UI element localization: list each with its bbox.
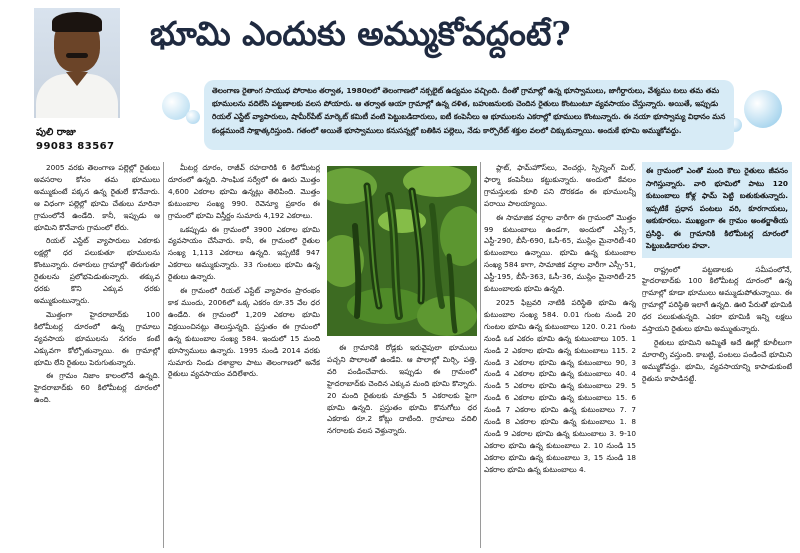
column-divider (163, 162, 164, 548)
paragraph: 2025 ఫిబ్రవరి నాటికి పరిస్థితి భూమి ఉన్న కుటుంబాల సంఖ్య 584. 0.01 గుంట నుండి 20 గుంటల భూమి ఉన్న కుటుంబాలు 120. 0.21 గుంట నుండి ఒక ఎకరం భూమి ఉన్న కుటుంబాలు 105. 1 నుండి 2 ఎకరాల భూమి ఉన్న కుటుంబాలు 115. 2 నుండి 3 ఎకరాల భూమి ఉన్న కుటుంబాలు 90, 3 నుండి 4 ఎకరాల భూమి ఉన్న కుటుంబాలు 40. 4 నుండి 5 ఎకరాల భూమి ఉన్న కుటుంబాలు 29. 5 నుండి 6 ఎకరాల భూమి ఉన్న కుటుంబాలు 15. 6 నుండి 7 ఎకరాల భూమి ఉన్న కుటుంబాలు 7. 7 నుండి 8 ఎకరాల భూమి ఉన్న కుటుంబాలు 1. 8 నుండి 9 ఎకరాల భూమి ఉన్న కుటుంబాలు 3. 9-10 ఎకరాల భూమి ఉన్న కుటుంబాలు 2. 10 నుండి 15 ఎకరాల భూమి ఉన్న కుటుంబాలు 3, 15 నుండి 18 ఎకరాల భూమి ఉన్న కుటుంబాలు 4. (484, 297, 636, 474)
article-column-2 (168, 162, 320, 548)
paragraph: ఈ గ్రామం నిజాం కాలంలోనే ఉన్నది. హైదరాబాద్‌కు 60 కిలోమీటర్ల దూరంలో ఉంది. (34, 371, 160, 405)
article-column-3 (327, 342, 477, 548)
article-column-5 (642, 162, 792, 548)
article-headline: భూమి ఎందుకు అమ్ముకోవద్దంటే? (150, 14, 571, 53)
paragraph: ఒకప్పుడు ఈ గ్రామంలో 3900 ఎకరాల భూమి వ్యవసాయం చేసేవారు. కానీ, ఈ గ్రామంలో రైతుల సంఖ్య 1,113 ఎకరాలు ఉన్నది. ఇప్పటికే 947 ఎకరాలు అమ్ముకున్నారు. 33 గుంటలు భూమి ఉన్న రైతులు ఉన్నారు. (168, 224, 320, 282)
paragraph: ఈ గ్రామంలో రియల్ ఎస్టేట్ వ్యాపారం ప్రారంభం కాక ముందు, 2006లో ఒక్క ఎకరం రూ.35 వేల ధర ఉండేది. ఈ గ్రామంలో 1,209 ఎకరాల భూమి విక్రయించినట్లు తెలుస్తున్నది. ప్రస్తుతం ఈ గ్రామంలో ఉన్న కుటుంబాల సంఖ్య 584. ఇందులో 15 మంది భూస్వాములు ఉన్నారు. 1995 నుండి 2014 వరకు సుమారు నిండు దశాబ్దాల పాటు తెలంగాణలో అనేక రైతులు వ్యవసాయం వదిలేశారు. (168, 286, 320, 379)
author-name: పులి రాజు (36, 127, 76, 138)
article-column-4 (484, 162, 636, 548)
paragraph: మొత్తంగా హైదరాబాద్‌కు 100 కిలోమీటర్ల దూరంలో ఉన్న గ్రామాలు వ్యవసాయ భూములను నగరం కంటే ఎక్కువగా కోల్పోతున్నాయి. ఈ గ్రామాల్లో భూమి లేని రైతులు పెరుగుతున్నారు. (34, 309, 160, 367)
chilli-plant-photo (327, 166, 477, 336)
author-photo (34, 8, 120, 118)
decorative-bubble (744, 90, 782, 128)
article-intro: తెలంగాణ రైతాంగ సాయుధ పోరాటం తర్వాత, 1980లలో తెలంగాణలో నక్సలైట్ ఉద్యమం వచ్చింది. దీంతో గ్రామాల్లో ఉన్న భూస్వాములు, జాగీర్దారులు, వేశ్యము టలు తమ తమ భూములను వదిలేసి పట్టణాలకు వలస పోయారు. ఆ తర్వాత ఆయా గ్రామాల్లో ఉన్న దళిత, బహుజనులకు చెందిన రైతులు కొంటుంటూ వ్యవసాయం చేస్తున్నారు. అయితే, ఇప్పుడు రియల్ ఎస్టేట్ వ్యాపారులు, షామీర్‌పేట్ మార్కెట్ కమిటీ వంటి పెట్టుబడిదారులు, ఐటీ కంపెనీలు ఆ భూములను ఎకరాల్లో భూములు కొంటున్నారు. ఈ నయా భూస్వామ్య విధానం మన కండ్లముందే సాక్షాత్కరిస్తుంది. గతంలో అయితే భూస్వాములు కనుసన్నల్లో బతికిన పల్లెలు, నేడు కార్పొరేట్ శక్తుల వలలో చిక్కుకున్నాయి. అందుకే భూమి అమ్ముకోవద్దు. (204, 80, 734, 150)
paragraph: ఈ సామాజిక వర్గాల వారీగా ఈ గ్రామంలో మొత్తం 99 కుటుంబాలు ఉండగా, అందులో ఎస్సీ-5, ఎస్టీ-290, బీసీ-690, ఓసీ-65, ముస్లిం మైనారిటీ-40 కుటుంబాలు ఉన్నాయి. భూమి ఉన్న కుటుంబాల సంఖ్య 584 కాగా, సామాజిక వర్గాల వారీగా ఎస్సీ-51, ఎస్టీ-195, బీసీ-363, ఓసీ-36, ముస్లిం మైనారిటీ-25 కుటుంబాలకు భూమి ఉన్నది. (484, 212, 636, 294)
highlight-box (642, 162, 792, 258)
paragraph: ఈ గ్రామంలో ఎంతో మంది కౌలు రైతులు జీవనం సాగిస్తున్నారు. వారి భూమిలో పాటు 120 కుటుంబాలు కోళ్ల ఫామ్ పెట్టి బతుకుతున్నారు. ఇప్పటికే ప్రధాన పంటలు వరి, కూరగాయలు, ఆకుకూరలు. ముఖ్యంగా ఈ గ్రామం అంతర్జాతీయ ప్రసిద్ధి. ఈ గ్రామానికి కిలోమీటర్ల దూరంలో పెట్టుబడిదారుల హవా. (646, 166, 788, 250)
column-divider (480, 162, 481, 548)
paragraph: మీటర్ల దూరం, రాజీవ్ రహదారికి 6 కిలోమీటర్ల దూరంలో ఉన్నది. సాంఘిక సర్వేలో ఈ ఊరు మొత్తం 4,600 ఎకరాల భూమి ఉన్నట్లు తెలిపింది. మొత్తం కుటుంబాల సంఖ్య 990. రెవెన్యూ ప్రకారం ఈ గ్రామంలో భూమి విస్తీర్ణం సుమారు 4,192 ఎకరాలు. (168, 163, 320, 220)
decorative-bubble (186, 110, 200, 124)
paragraph: ప్లాట్, ఫామ్‌హౌస్‌లు, వెంచర్లు, స్పిన్నింగ్ మిల్, ఫార్మా కంపెనీలు కట్టుకున్నారు. అందులో కేవలం గ్రామస్తులకు కూలి పని దొరకడం ఈ భూములన్నీ పరాయి పాలయ్యాయి. (484, 163, 636, 208)
author-phone: 99083 83567 (36, 141, 115, 152)
paragraph: రియల్ ఎస్టేట్ వ్యాపారులు ఎకరాకు లక్షల్లో ధర పలుకుతూ భూములను కొంటున్నారు. దళారులు గ్రామాల్లో తిరుగుతూ రైతులను ప్రలోభపెడుతున్నారు. తక్కువ ధరకు కొని ఎక్కువ ధరకు అమ్ముకుంటున్నారు. (34, 236, 160, 305)
paragraph: రాష్ట్రంలో పట్టణాలకు సమీపంలోనే, హైదరాబాద్‌కు 100 కిలోమీటర్ల దూరంలో ఉన్న గ్రామాల్లో కూడా భూములు అమ్ముడుపోతున్నాయి. ఈ గ్రామాల్లో పరిస్థితి ఇలాగే ఉన్నది. ఊరి పేరుతో భూమికి ధర పలుకుతున్నది. ఎకరా భూమికి ఇన్ని లక్షలు వస్తాయని రైతులు భూమి అమ్ముతున్నారు. (642, 264, 792, 334)
article-column-1 (34, 162, 160, 548)
paragraph: ఈ గ్రామానికి రోడ్లకు ఇరువైపులా భూములు పచ్చని పొలాలతో ఉండేవి. ఆ పొలాల్లో మిర్చి, పత్తి, వరి పండించేవారు. ఇప్పుడు ఈ గ్రామంలో హైదరాబాద్‌కు చెందిన ఎక్కువ మంది భూమి కొన్నారు. 20 మంది రైతులకు మాత్రమే 5 ఎకరాలకు పైగా భూమి ఉన్నది. ప్రస్తుతం భూమి కొనుగోలు ధర ఎకరాకు రూ.2 కోట్లు దాటింది. గ్రామాలు వదిలి నగరాలకు వలస వెళ్తున్నారు. (327, 343, 477, 436)
paragraph: 2005 వరకు తెలంగాణ పల్లెల్లో రైతులు అవసరాల కోసం తమ భూములు అమ్ముకుంటే పక్కన ఉన్న రైతులే కొనేవారు. ఆ విధంగా పల్లెల్లో భూమి చేతులు మారినా గ్రామంలోనే ఉండేది. కానీ, ఇప్పుడు ఆ భూమిని కొనేవారు గ్రామంలో లేరు. (34, 163, 160, 232)
paragraph: రైతులు భూమిని అమ్మితే అదే ఊర్లో కూలీలుగా మారాల్సి వస్తుంది. కాబట్టి, పంటలు పండించే భూమిని అమ్ముకోవద్దు. భూమి, వ్యవసాయాన్ని కాపాడుకుంటే రైతును కాపాడినట్టే. (642, 337, 792, 383)
